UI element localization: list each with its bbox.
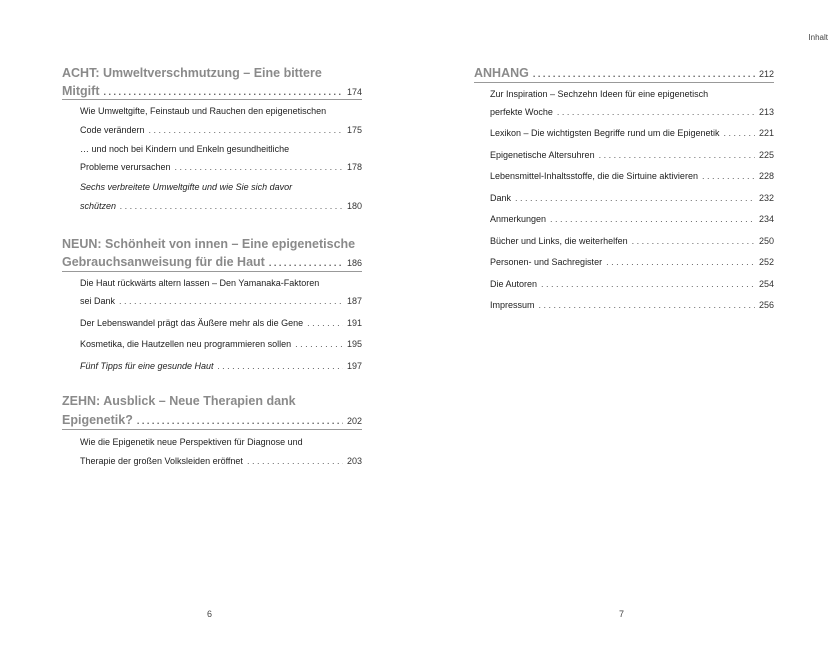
page-ref: 187 (346, 296, 362, 306)
page-ref: 250 (758, 236, 774, 246)
page-number: 7 (619, 609, 625, 619)
chapter-title[interactable] (62, 66, 362, 80)
dot-leader (723, 128, 755, 138)
chapter-title[interactable] (474, 66, 774, 80)
page-ref: 186 (346, 258, 362, 268)
dot-leader (541, 279, 755, 289)
toc-entry-line2: schützen (80, 201, 117, 211)
page-ref: 174 (346, 87, 362, 97)
dot-leader (702, 171, 755, 181)
page-ref: 252 (758, 257, 774, 267)
dot-leader (218, 361, 343, 371)
toc-entry-line2: Probleme verursachen (80, 162, 171, 172)
toc-entry[interactable] (80, 318, 362, 328)
chapter-title[interactable] (62, 237, 362, 251)
toc-entry-continued[interactable] (80, 296, 362, 306)
toc-entry[interactable] (490, 89, 774, 99)
toc-entry-line1: Bücher und Links, die weiterhelfen (490, 236, 628, 246)
toc-entry[interactable] (490, 193, 774, 203)
toc-entry-continued[interactable] (490, 107, 774, 117)
dot-leader (533, 69, 755, 79)
running-header: Inhalt (808, 33, 828, 42)
chapter-title-line2: Gebrauchsanweisung für die Haut (62, 255, 265, 269)
dot-leader (247, 456, 343, 466)
chapter-divider (474, 82, 774, 83)
page-ref: 213 (758, 107, 774, 117)
chapter-title-continued[interactable] (62, 255, 362, 269)
dot-leader (175, 162, 343, 172)
toc-entry[interactable] (490, 150, 774, 160)
page-number: 6 (207, 609, 213, 619)
chapter-divider (62, 99, 362, 100)
toc-entry[interactable] (80, 278, 362, 288)
toc-entry[interactable] (490, 236, 774, 246)
toc-entry-line1: Fünf Tipps für eine gesunde Haut (80, 361, 214, 371)
page-ref: 212 (758, 69, 774, 79)
toc-entry[interactable] (80, 144, 362, 154)
toc-entry-line1: Personen- und Sachregister (490, 257, 603, 267)
dot-leader (295, 339, 343, 349)
toc-entry[interactable] (80, 361, 362, 371)
toc-entry-line1: Lexikon – Die wichtigsten Begriffe rund um die Epigenetik (490, 128, 720, 138)
toc-entry-line2: Code verändern (80, 125, 145, 135)
toc-entry[interactable] (490, 128, 774, 138)
page-ref: 197 (346, 361, 362, 371)
chapter-title-continued[interactable] (62, 84, 362, 98)
toc-entry-line1: Wie die Epigenetik neue Perspektiven für Diagnose und (80, 437, 303, 447)
page-ref: 254 (758, 279, 774, 289)
toc-entry[interactable] (80, 182, 362, 192)
toc-entry-line1: Impressum (490, 300, 535, 310)
toc-entry-line1: Zur Inspiration – Sechzehn Ideen für eine epigenetisch (490, 89, 709, 99)
toc-entry-line1: Sechs verbreitete Umweltgifte und wie Sie sich davor (80, 182, 293, 192)
page-ref: 202 (346, 416, 362, 426)
dot-leader (119, 296, 343, 306)
chapter-title-line1: NEUN: Schönheit von innen – Eine epigenetische (62, 237, 356, 251)
toc-entry-continued[interactable] (80, 162, 362, 172)
toc-entry-line1: Wie Umweltgifte, Feinstaub und Rauchen den epigenetischen (80, 106, 327, 116)
dot-leader (137, 416, 343, 426)
dot-leader (606, 257, 755, 267)
left-page (0, 0, 416, 648)
dot-leader (632, 236, 755, 246)
page-ref: 191 (346, 318, 362, 328)
chapter-title-line2: Mitgift (62, 84, 100, 98)
right-page (417, 0, 833, 648)
page-ref: 178 (346, 162, 362, 172)
toc-entry[interactable] (490, 279, 774, 289)
toc-entry-line2: sei Dank (80, 296, 116, 306)
dot-leader (307, 318, 343, 328)
dot-leader (269, 258, 343, 268)
dot-leader (550, 214, 755, 224)
dot-leader (149, 125, 343, 135)
toc-entry-line1: Dank (490, 193, 512, 203)
chapter-divider (62, 271, 362, 272)
chapter-title-line1: ZEHN: Ausblick – Neue Therapien dank (62, 394, 296, 408)
dot-leader (599, 150, 755, 160)
page-ref: 175 (346, 125, 362, 135)
toc-entry-line2: perfekte Woche (490, 107, 553, 117)
toc-entry-line1: Epigenetische Altersuhren (490, 150, 595, 160)
toc-entry-continued[interactable] (80, 456, 362, 466)
toc-entry[interactable] (80, 106, 362, 116)
page-ref: 221 (758, 128, 774, 138)
toc-entry-line1: Anmerkungen (490, 214, 547, 224)
page-ref: 228 (758, 171, 774, 181)
chapter-title-line1: ACHT: Umweltverschmutzung – Eine bittere (62, 66, 322, 80)
chapter-title-continued[interactable] (62, 413, 362, 427)
dot-leader (120, 201, 343, 211)
toc-entry[interactable] (490, 171, 774, 181)
dot-leader (515, 193, 755, 203)
chapter-title-line1: ANHANG (474, 66, 529, 80)
chapter-title[interactable] (62, 394, 362, 408)
page-ref: 232 (758, 193, 774, 203)
page-ref: 234 (758, 214, 774, 224)
dot-leader (557, 107, 755, 117)
toc-entry-line1: Lebensmittel-Inhaltsstoffe, die die Sirtuine aktivieren (490, 171, 698, 181)
page-ref: 195 (346, 339, 362, 349)
chapter-divider (62, 429, 362, 430)
dot-leader (539, 300, 755, 310)
toc-entry[interactable] (80, 339, 362, 349)
toc-entry-line1: Die Haut rückwärts altern lassen – Den Yamanaka-Faktoren (80, 278, 320, 288)
toc-entry[interactable] (490, 257, 774, 267)
page-ref: 203 (346, 456, 362, 466)
toc-entry-continued[interactable] (80, 125, 362, 135)
toc-entry-line1: Der Lebenswandel prägt das Äußere mehr als die Gene (80, 318, 304, 328)
toc-entry[interactable] (80, 437, 362, 447)
toc-entry[interactable] (490, 300, 774, 310)
toc-entry-line1: … und noch bei Kindern und Enkeln gesundheitliche (80, 144, 290, 154)
page-ref: 225 (758, 150, 774, 160)
toc-entry[interactable] (490, 214, 774, 224)
page-ref: 256 (758, 300, 774, 310)
page-ref: 180 (346, 201, 362, 211)
dot-leader (103, 87, 342, 97)
toc-entry-line2: Therapie der großen Volksleiden eröffnet (80, 456, 243, 466)
chapter-title-line2: Epigenetik? (62, 413, 133, 427)
toc-entry-continued[interactable] (80, 201, 362, 211)
toc-entry-line1: Die Autoren (490, 279, 538, 289)
toc-entry-line1: Kosmetika, die Hautzellen neu programmieren sollen (80, 339, 292, 349)
